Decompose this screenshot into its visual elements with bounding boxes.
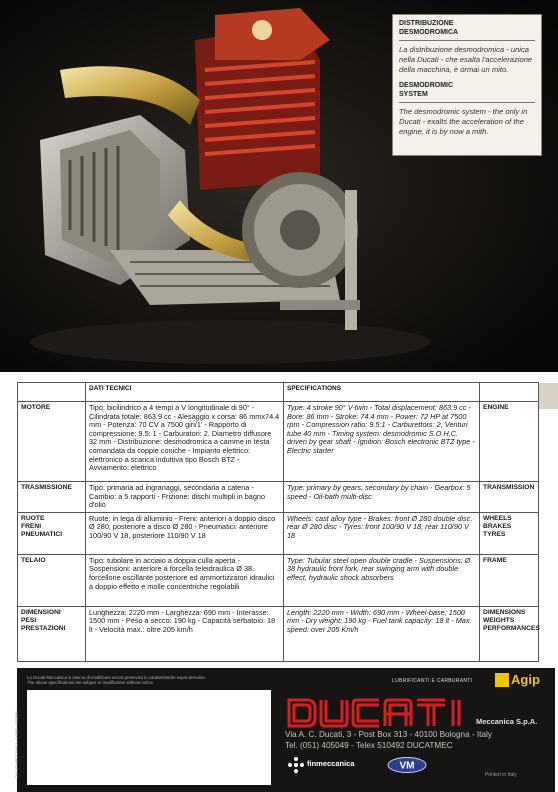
disclaimer-it: La Ducati Meccanica si riserva di modificare senza preavviso le caratteristiche sopra descritte. xyxy=(27,675,207,680)
spec-value-en: Length: 2220 mm - Width: 690 mm - Wheel-base: 1500 mm - Dry weight: 190 kg - Fuel tank capacity: 18 lt - Max. speed: over 205 Km/h xyxy=(284,606,480,661)
spec-value-it: Ruote: in lega di alluminio - Freni: anteriori a doppio disco Ø 280, posteriore a disco Ø 280 - Pneumatici: anteriore 100/90 V 18, posteriore 110/90 V 18 xyxy=(86,512,284,554)
spec-label-en: ENGINE xyxy=(480,402,539,482)
address-line-2: Tel. (051) 405049 - Telex 510492 DUCATMEC xyxy=(285,740,453,750)
desmodromic-info-box xyxy=(392,14,542,156)
spec-value-en: Type: primary by gears, secondary by chain - Gearbox: 5 speed - Oil-bath multi-disc xyxy=(284,482,480,513)
spec-header-row xyxy=(18,383,539,402)
info-title-it xyxy=(399,19,535,41)
finmeccanica-mark-icon xyxy=(287,756,305,774)
spec-value-it: Tipo: primaria ad ingranaggi, secondaria a catena - Cambio: a 5 rapporti - Frizione: dischi multipli in bagno d'olio xyxy=(86,482,284,513)
info-text-it: La distribuzione desmodromica - unica nella Ducati - che esalta l'accelerazione della macchina, è ormai un mito. xyxy=(399,45,533,74)
lubricants-label: LUBRIFICANTI E CARBURANTI xyxy=(392,678,473,684)
spec-header-blank-right xyxy=(480,383,539,402)
dealer-stamp-box xyxy=(27,690,271,785)
spec-value-en: Type: Tubular steel open double cradle - Suspensions: Ø 38 hydraulic front fork, rear swinging arm with double effect, hydraulic shock absorbers xyxy=(284,554,480,606)
spec-table xyxy=(17,382,538,662)
info-title-it-line1: DISTRIBUZIONE xyxy=(399,20,454,27)
spec-header-en: SPECIFICATIONS xyxy=(284,383,480,402)
info-title-en-line2: SYSTEM xyxy=(399,91,428,98)
spec-label-en: FRAME xyxy=(480,554,539,606)
ducati-logo xyxy=(285,696,473,730)
spec-header-blank-left xyxy=(18,383,86,402)
info-text-en: The desmodromic system - the only in Ducati - exalts the acceleration of the engine, it is by now a mith. xyxy=(399,107,528,136)
spec-label-it: TRASMISSIONE xyxy=(18,482,86,513)
spec-row-wheels xyxy=(18,512,539,554)
spec-label-en: TRANSMISSION xyxy=(480,482,539,513)
spec-label-en: WHEELS BRAKES TYRES xyxy=(480,512,539,554)
spec-table-grid xyxy=(17,382,539,662)
spec-row-frame xyxy=(18,554,539,606)
spec-label-it: TELAIO xyxy=(18,554,86,606)
info-title-en xyxy=(399,81,535,103)
disclaimer xyxy=(27,675,267,686)
vertical-code-text: DUCATI MECCANICA - 8/1985 - STAMPA xyxy=(15,710,19,778)
spec-header-it: DATI TECNICI xyxy=(86,383,284,402)
printed-in-italy: Printed in Italy xyxy=(485,772,517,778)
company-address xyxy=(285,730,492,751)
agip-logo xyxy=(495,673,545,687)
spec-label-it: MOTORE xyxy=(18,402,86,482)
vertical-code xyxy=(15,708,23,778)
spec-row-engine xyxy=(18,402,539,482)
company-name: Meccanica S.p.A. xyxy=(476,717,538,726)
info-title-it-line2: DESMODROMICA xyxy=(399,29,459,36)
agip-dog-icon xyxy=(495,673,509,687)
spec-value-it: Tipo: tubolare in acciaio a doppia culla aperta - Sospensioni: anteriore a forcella teleidraulica Ø 38, forcellone oscillante posteriore ed ammortizzatori idraulici a doppio effetto e molle concentriche regolabili xyxy=(86,554,284,606)
info-title-en-line1: DESMODROMIC xyxy=(399,82,454,89)
spec-value-en: Type: 4 stroke 90° V-twin - Total displacement: 863.9 cc - Bore: 86 mm - Stroke: 74.4 mm - Power: 72 HP at 7500 rpm - Compression ratio: 9.5:1 - Carburettors: 2, Venturi tube 40 mm - Timing system: desmodromic S.O.H.C. driven by gear shaft - Ignition: Bosch electronic BTZ type - Electric starter xyxy=(284,402,480,482)
vm-logo-text: VM xyxy=(399,760,415,772)
spec-row-dimensions xyxy=(18,606,539,661)
spec-label-en: DIMENSIONS WEIGHTS PERFORMANCES xyxy=(480,606,539,661)
finmeccanica-wordmark: finmeccanica xyxy=(307,759,355,768)
footer xyxy=(17,668,555,792)
spec-row-transmission xyxy=(18,482,539,513)
spec-value-en: Wheels: cast alloy type - Brakes: front Ø 280 double disc, rear Ø 280 disc - Tyres: front 100/90 V 18, rear 110/90 V 18 xyxy=(284,512,480,554)
spec-value-it: Lunghezza: 2220 mm - Larghezza: 690 mm - Interasse: 1500 mm - Peso a secco: 190 kg - Capacità serbatoio: 18 lt - Velocità max.: oltre 205 km/h xyxy=(86,606,284,661)
spec-value-it: Tipo: bicilindrico a 4 tempi a V longitudinale di 90° - Cilindrata totale: 863.9 cc - Alesaggio x corsa: 86 mmx74.4 mm - Potenza: 70 CV a 7500 giri/1' - Rapporto di compressione: 9.5: 1 - Carburatori: 2. Diametro diffusore 32 mm - Distribuzione: desmodromica a camme in testa comandata da coppie coniche - Impianto elettrico: elettronico a scarica induttiva tipo Bosch BTZ - Avviamento: elettrico xyxy=(86,402,284,482)
engine-photo xyxy=(0,0,558,372)
address-line-1: Via A. C. Ducati, 3 - Post Box 313 - 40100 Bologna - Italy xyxy=(285,730,492,739)
finmeccanica-logo xyxy=(287,756,377,774)
spec-label-it: RUOTE FRENI PNEUMATICI xyxy=(18,512,86,554)
disclaimer-en: The above specifications are subject to modification without notice. xyxy=(27,680,155,686)
spec-label-it: DIMENSIONI PESI PRESTAZIONI xyxy=(18,606,86,661)
agip-wordmark: Agip xyxy=(511,672,540,687)
side-tab-decoration xyxy=(539,383,558,409)
vm-logo xyxy=(387,757,427,773)
